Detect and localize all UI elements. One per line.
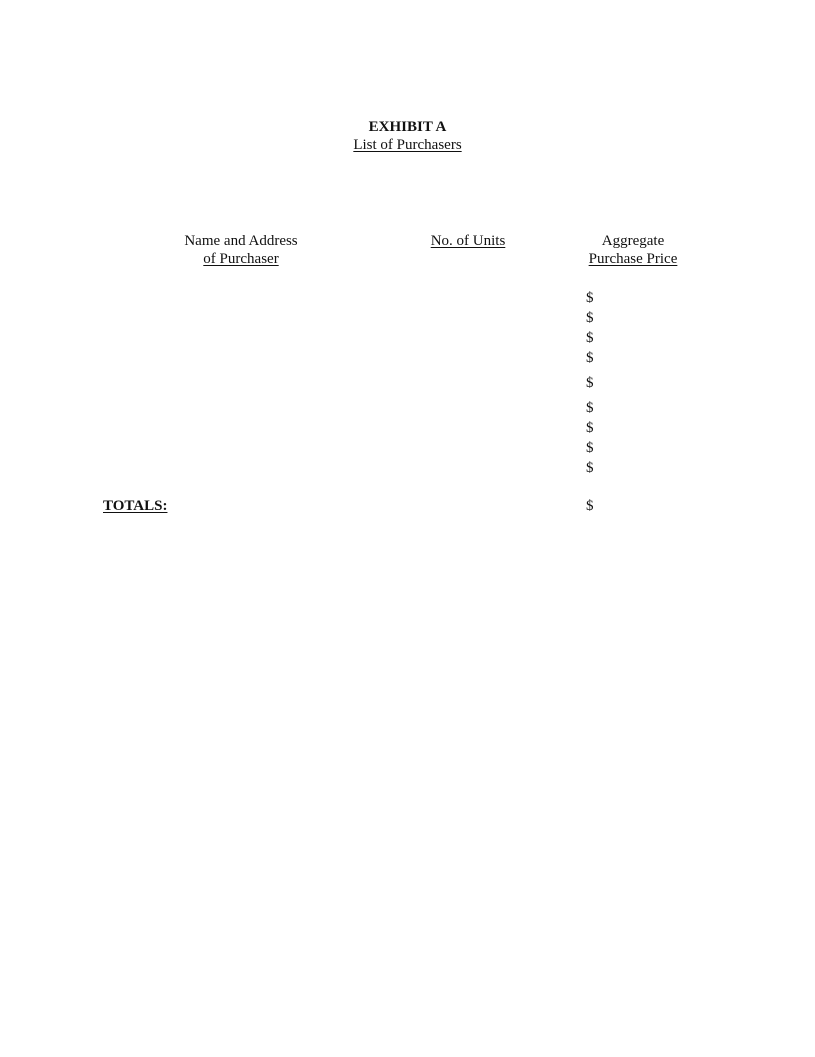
- exhibit-heading: [0, 118, 815, 154]
- row-price-symbol: $: [586, 460, 594, 476]
- totals-label: TOTALS:: [103, 498, 168, 514]
- column-header-name-line1: Name and Address: [184, 233, 298, 249]
- row-price-symbol: $: [586, 440, 594, 456]
- column-header-price: [573, 232, 693, 268]
- column-header-units: [408, 232, 528, 250]
- row-price-symbol: $: [586, 400, 594, 416]
- row-price-symbol: $: [586, 420, 594, 436]
- row-price-symbol: $: [586, 375, 594, 391]
- row-price-symbol: $: [586, 310, 594, 326]
- row-price-symbol: $: [586, 350, 594, 366]
- row-price-symbol: $: [586, 330, 594, 346]
- totals-price-symbol: $: [586, 498, 594, 514]
- column-header-name-line2: of Purchaser: [203, 251, 279, 267]
- exhibit-title: EXHIBIT A: [368, 119, 447, 135]
- exhibit-subtitle: List of Purchasers: [353, 137, 462, 153]
- column-header-name: [141, 232, 341, 268]
- row-price-symbol: $: [586, 290, 594, 306]
- column-header-units-line1: No. of Units: [430, 233, 506, 249]
- column-header-price-line1: Aggregate: [601, 233, 665, 249]
- column-header-price-line2: Purchase Price: [588, 251, 678, 267]
